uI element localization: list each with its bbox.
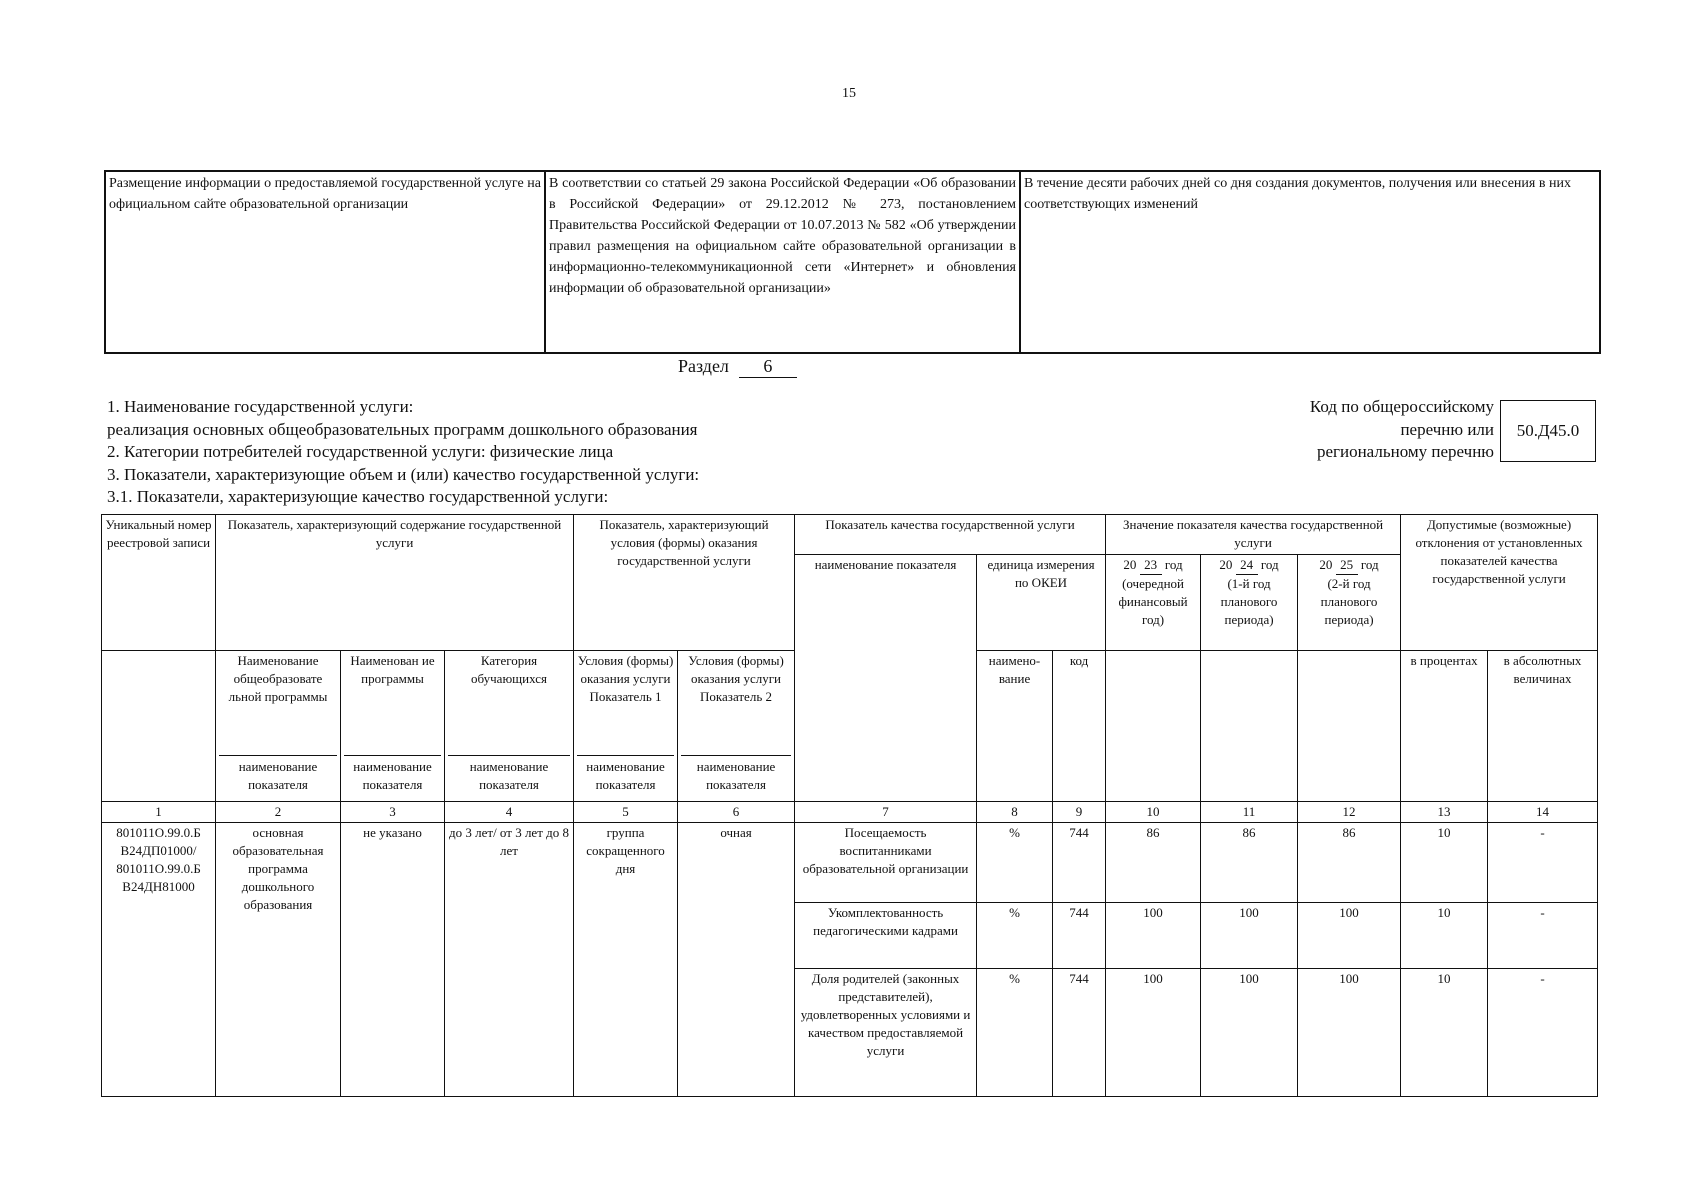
quality-table [101, 514, 1598, 1097]
indicator-name-label: наименование показателя [574, 754, 678, 802]
publication-basis: В соответствии со статьей 29 закона Российской Федерации «Об образовании в Российской Федерации» от 29.12.2012 № 273, постановлением Правительства Российской Федерации от 10.07.2013 № 582 «Об утверждении правил размещения на официальном сайте образовательной организации в информационно-телекоммуникационной сети «Интернет» и обновления информации об образовательной организации» [545, 171, 1020, 353]
indicator-name-label: наименование показателя [445, 754, 574, 802]
column-number: 14 [1488, 802, 1598, 823]
sub-percent: в процентах [1401, 651, 1488, 802]
header-values: Значение показателя качества государственной услуги [1106, 515, 1401, 555]
header-conditions: Показатель, характеризующий условия (формы) оказания государственной услуги [574, 515, 795, 651]
publication-frequency: В течение десяти рабочих дней со дня создания документов, получения или внесения в них соответствующих изменений [1020, 171, 1600, 353]
column-number: 10 [1106, 802, 1201, 823]
indicator-value-2: 86 [1201, 823, 1298, 903]
column-number: 5 [574, 802, 678, 823]
table-row [105, 171, 1600, 353]
column-number: 7 [795, 802, 977, 823]
indicator-code: 744 [1053, 903, 1106, 969]
column-number: 11 [1201, 802, 1298, 823]
publication-table [104, 170, 1601, 354]
column-numbers-row [102, 802, 1598, 823]
code-value: 50.Д45.0 [1500, 400, 1596, 462]
indicator-unit: % [977, 969, 1053, 1097]
indicator-value-3: 86 [1298, 823, 1401, 903]
record-condition-1: группа сокращенного дня [574, 823, 678, 1097]
info-line: 1. Наименование государственной услуги: [107, 397, 414, 416]
publication-method: Размещение информации о предоставляемой государственной услуге на официальном сайте образовательной организации [105, 171, 545, 353]
column-number: 1 [102, 802, 216, 823]
column-number: 13 [1401, 802, 1488, 823]
code-label [1250, 396, 1494, 464]
indicator-value-2: 100 [1201, 903, 1298, 969]
code-label-line: перечню или [1400, 419, 1494, 439]
service-info [107, 396, 1107, 509]
year-label: 20 24 год [1219, 557, 1278, 572]
header-deviation: Допустимые (возможные) отклонения от установленных показателей качества государственной услуги [1401, 515, 1598, 651]
column-number: 6 [678, 802, 795, 823]
header-unit: единица измерения по ОКЕИ [977, 555, 1106, 651]
sub-cond1: Условия (формы) оказания услуги Показатель 1 [574, 651, 678, 754]
sub-year-1 [1106, 651, 1201, 802]
indicator-absolute: - [1488, 823, 1598, 903]
year-label: 20 25 год [1319, 557, 1378, 572]
indicator-value-1: 86 [1106, 823, 1201, 903]
indicator-unit: % [977, 823, 1053, 903]
record-condition-2: очная [678, 823, 795, 1097]
sub-category: Категория обучающихся [445, 651, 574, 754]
info-line: реализация основных общеобразовательных программ дошкольного образования [107, 419, 698, 439]
indicator-name: Укомплектованность педагогическими кадрами [795, 903, 977, 969]
header-unique-number-cont [102, 651, 216, 802]
code-label-line: Код по общероссийскому [1309, 397, 1494, 416]
indicator-code: 744 [1053, 823, 1106, 903]
table-row [102, 823, 1598, 903]
indicator-percent: 10 [1401, 823, 1488, 903]
column-number: 8 [977, 802, 1053, 823]
header-year-2: 20 24 год (1-й год планового периода) [1201, 555, 1298, 651]
section-number: 6 [739, 356, 797, 378]
header-quality: Показатель качества государственной услуги [795, 515, 1106, 555]
indicator-value-3: 100 [1298, 969, 1401, 1097]
sub-unit-name: наимено- вание [977, 651, 1053, 802]
header-indicator-name: наименование показателя [795, 555, 977, 802]
header-year-1: 20 23 год (очередной финансовый год) [1106, 555, 1201, 651]
indicator-absolute: - [1488, 903, 1598, 969]
indicator-percent: 10 [1401, 969, 1488, 1097]
indicator-name-label: наименование показателя [216, 754, 341, 802]
column-number: 4 [445, 802, 574, 823]
code-label-line: региональному перечню [1316, 442, 1494, 461]
year-label: 20 23 год [1123, 557, 1182, 572]
sub-absolute: в абсолютных величинах [1488, 651, 1598, 802]
indicator-name-label: наименование показателя [678, 754, 795, 802]
sub-naming: Наименован ие программы [341, 651, 445, 754]
record-program: основная образовательная программа дошкольного образования [216, 823, 341, 1097]
column-number: 3 [341, 802, 445, 823]
info-line: 2. Категории потребителей государственной услуги: физические лица [107, 442, 614, 461]
sub-cond2: Условия (формы) оказания услуги Показатель 2 [678, 651, 795, 754]
indicator-name: Посещаемость воспитанниками образовательной организации [795, 823, 977, 903]
info-line: 3.1. Показатели, характеризующие качество государственной услуги: [107, 487, 609, 506]
column-number: 2 [216, 802, 341, 823]
indicator-value-3: 100 [1298, 903, 1401, 969]
indicator-value-2: 100 [1201, 969, 1298, 1097]
header-unique-number: Уникальный номер реестровой записи [102, 515, 216, 651]
sub-program: Наименование общеобразовате льной программы [216, 651, 341, 754]
header-content: Показатель, характеризующий содержание государственной услуги [216, 515, 574, 651]
sub-year-2 [1201, 651, 1298, 802]
indicator-absolute: - [1488, 969, 1598, 1097]
sub-unit-code: код [1053, 651, 1106, 802]
record-category: до 3 лет/ от 3 лет до 8 лет [445, 823, 574, 1097]
sub-year-3 [1298, 651, 1401, 802]
section-label: Раздел [678, 356, 729, 376]
page-number: 15 [842, 86, 856, 101]
info-line: 3. Показатели, характеризующие объем и (или) качество государственной услуги: [107, 464, 700, 484]
table-header-row [102, 515, 1598, 555]
indicator-name-label: наименование показателя [341, 754, 445, 802]
record-unique-number: 801011О.99.0.Б В24ДП01000/ 801011О.99.0.Б В24ДН81000 [102, 823, 216, 1097]
column-number: 9 [1053, 802, 1106, 823]
column-number: 12 [1298, 802, 1401, 823]
indicator-code: 744 [1053, 969, 1106, 1097]
section-heading [678, 356, 797, 378]
indicator-percent: 10 [1401, 903, 1488, 969]
header-year-3: 20 25 год (2-й год планового периода) [1298, 555, 1401, 651]
indicator-value-1: 100 [1106, 969, 1201, 1097]
record-naming: не указано [341, 823, 445, 1097]
indicator-value-1: 100 [1106, 903, 1201, 969]
indicator-unit: % [977, 903, 1053, 969]
indicator-name: Доля родителей (законных представителей), удовлетворенных условиями и качеством предоставляемой услуги [795, 969, 977, 1097]
